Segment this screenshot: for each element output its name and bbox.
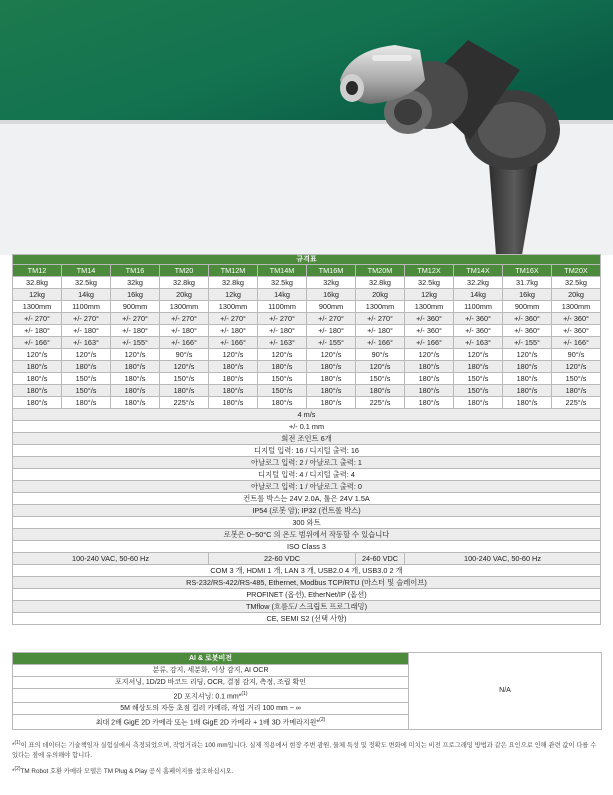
spec-cell: 225°/s xyxy=(356,397,405,409)
ai-row-5 xyxy=(13,715,409,729)
spec-common-cell: ISO Class 3 xyxy=(13,541,601,553)
model-name: TM20M xyxy=(356,265,405,277)
footnote-1 xyxy=(12,738,601,761)
spec-cell: +/- 270° xyxy=(356,313,405,325)
spec-cell: +/- 360° xyxy=(454,313,503,325)
model-name: TM20 xyxy=(160,265,209,277)
spec-cell: +/- 166° xyxy=(160,337,209,349)
spec-cell: 180°/s xyxy=(503,373,552,385)
spec-common-row xyxy=(13,541,601,553)
spec-cell: 180°/s xyxy=(356,385,405,397)
spec-cell: +/- 166° xyxy=(13,337,62,349)
spec-cell: +/- 180° xyxy=(307,325,356,337)
spec-common-cell: 회전 조인트 6개 xyxy=(13,433,601,445)
spec-cell: 90°/s xyxy=(160,349,209,361)
spec-cell: 90°/s xyxy=(356,349,405,361)
spec-cell: 180°/s xyxy=(209,385,258,397)
model-name: TM12 xyxy=(13,265,62,277)
spec-row xyxy=(13,385,601,397)
spec-common-row xyxy=(13,421,601,433)
spec-common-row xyxy=(13,481,601,493)
spec-cell: 32.8kg xyxy=(160,277,209,289)
spec-cell: 120°/s xyxy=(160,361,209,373)
spec-common-row xyxy=(13,529,601,541)
spec-cell: +/- 166° xyxy=(552,337,601,349)
spec-cell: 90°/s xyxy=(552,349,601,361)
spec-common-row xyxy=(13,565,601,577)
model-name: TM12M xyxy=(209,265,258,277)
model-name: TM14X xyxy=(454,265,503,277)
spec-cell: 20kg xyxy=(552,289,601,301)
spec-cell: +/- 360° xyxy=(405,313,454,325)
power-row xyxy=(13,553,601,565)
model-name: TM16M xyxy=(307,265,356,277)
ai-row-4: 5M 해상도의 자동 초점 컬러 카메라, 작업 거리 100 mm ~ ∞ xyxy=(13,703,409,715)
spec-cell: +/- 163° xyxy=(258,337,307,349)
spec-cell: 1100mm xyxy=(454,301,503,313)
spec-cell: 180°/s xyxy=(111,361,160,373)
ai-vision-table xyxy=(12,652,602,730)
spec-common-cell: 4 m/s xyxy=(13,409,601,421)
power-cell: 22-60 VDC xyxy=(209,553,356,565)
spec-common-cell: RS-232/RS-422/RS-485, Ethernet, Modbus TCP/RTU (마스터 및 슬레이브) xyxy=(13,577,601,589)
model-name: TM20X xyxy=(552,265,601,277)
spec-cell: 14kg xyxy=(62,289,111,301)
spec-cell: 180°/s xyxy=(209,373,258,385)
spec-common-cell: 300 와트 xyxy=(13,517,601,529)
spec-cell: +/- 270° xyxy=(307,313,356,325)
spec-cell: 180°/s xyxy=(258,361,307,373)
spec-cell: +/- 155° xyxy=(111,337,160,349)
spec-cell: 180°/s xyxy=(454,361,503,373)
spec-cell: 32.8kg xyxy=(209,277,258,289)
spec-cell: 900mm xyxy=(111,301,160,313)
spec-common-cell: 디지털 입력: 4 / 디지털 출력: 4 xyxy=(13,469,601,481)
spec-cell: 150°/s xyxy=(258,385,307,397)
spec-cell: +/- 166° xyxy=(209,337,258,349)
spec-cell: 180°/s xyxy=(405,361,454,373)
spec-cell: +/- 180° xyxy=(258,325,307,337)
spec-cell: 180°/s xyxy=(552,385,601,397)
spec-cell: +/- 270° xyxy=(13,313,62,325)
spec-cell: 150°/s xyxy=(356,373,405,385)
spec-cell: 180°/s xyxy=(13,385,62,397)
spec-cell: 150°/s xyxy=(552,373,601,385)
spec-cell: +/- 166° xyxy=(356,337,405,349)
spec-common-row xyxy=(13,409,601,421)
spec-cell: +/- 270° xyxy=(111,313,160,325)
model-name: TM16 xyxy=(111,265,160,277)
spec-cell: +/- 360° xyxy=(503,325,552,337)
spec-cell: 20kg xyxy=(160,289,209,301)
spec-cell: +/- 360° xyxy=(503,313,552,325)
spec-common-row xyxy=(13,469,601,481)
spec-common-cell: +/- 0.1 mm xyxy=(13,421,601,433)
spec-cell: +/- 360° xyxy=(552,325,601,337)
spec-common-cell: IP54 (로봇 암); IP32 (컨트롤 박스) xyxy=(13,505,601,517)
spec-cell: 32.8kg xyxy=(356,277,405,289)
spec-cell: 32.5kg xyxy=(405,277,454,289)
spec-cell: 16kg xyxy=(111,289,160,301)
spec-common-row xyxy=(13,601,601,613)
ai-vision-header: AI & 로봇비전 xyxy=(13,653,409,665)
spec-cell: 14kg xyxy=(454,289,503,301)
spec-cell: 180°/s xyxy=(503,397,552,409)
spec-cell: +/- 270° xyxy=(209,313,258,325)
spec-cell: 12kg xyxy=(13,289,62,301)
table-title: 규격표 xyxy=(13,255,601,265)
spec-cell: 32.5kg xyxy=(62,277,111,289)
spec-cell: 150°/s xyxy=(454,373,503,385)
spec-row xyxy=(13,349,601,361)
spec-cell: 1300mm xyxy=(552,301,601,313)
spec-cell: 180°/s xyxy=(13,361,62,373)
robot-arm-illustration xyxy=(0,0,613,255)
spec-cell: 20kg xyxy=(356,289,405,301)
footnote-2-text: TM Robot 호환 카메라 모델은 TM Plug & Play 공식 홈페이지를 참조하십시오. xyxy=(20,768,234,776)
spec-cell: 180°/s xyxy=(307,361,356,373)
spec-table xyxy=(12,254,601,625)
ai-row-3-text: 2D 포지셔닝: 0.1 mm* xyxy=(173,693,242,701)
power-cell: 100-240 VAC, 50-60 Hz xyxy=(405,553,601,565)
ai-row-1: 분류, 감지, 세분화, 이상 감지, AI OCR xyxy=(13,665,409,677)
spec-row xyxy=(13,289,601,301)
spec-cell: +/- 270° xyxy=(258,313,307,325)
spec-cell: 120°/s xyxy=(454,349,503,361)
spec-cell: 120°/s xyxy=(552,361,601,373)
spec-cell: 32.8kg xyxy=(13,277,62,289)
spec-common-row xyxy=(13,517,601,529)
spec-cell: 1100mm xyxy=(258,301,307,313)
spec-cell: 225°/s xyxy=(552,397,601,409)
spec-cell: 1300mm xyxy=(405,301,454,313)
spec-common-row xyxy=(13,433,601,445)
spec-cell: 16kg xyxy=(503,289,552,301)
footnote-1-sup: (1) xyxy=(14,740,21,746)
spec-cell: 1300mm xyxy=(356,301,405,313)
spec-common-row xyxy=(13,505,601,517)
spec-common-row xyxy=(13,577,601,589)
spec-cell: 180°/s xyxy=(13,373,62,385)
footnote-1-mark: * xyxy=(12,742,15,750)
spec-cell: +/- 163° xyxy=(62,337,111,349)
footnote-2 xyxy=(12,764,601,777)
footnote-ref-2: (2) xyxy=(319,717,326,724)
spec-cell: 120°/s xyxy=(111,349,160,361)
spec-cell: 1300mm xyxy=(209,301,258,313)
spec-common-row xyxy=(13,493,601,505)
spec-cell: 180°/s xyxy=(111,385,160,397)
spec-common-cell: PROFINET (옵션), EtherNet/IP (옵션) xyxy=(13,589,601,601)
model-name: TM12X xyxy=(405,265,454,277)
spec-cell: 180°/s xyxy=(160,385,209,397)
spec-common-cell: 디지털 입력: 16 / 디지털 출력: 16 xyxy=(13,445,601,457)
spec-cell: 32.2kg xyxy=(454,277,503,289)
spec-cell: +/- 270° xyxy=(160,313,209,325)
spec-cell: 180°/s xyxy=(13,397,62,409)
spec-row xyxy=(13,397,601,409)
spec-cell: 1100mm xyxy=(62,301,111,313)
spec-cell: 120°/s xyxy=(62,349,111,361)
spec-cell: +/- 180° xyxy=(356,325,405,337)
spec-cell: +/- 180° xyxy=(111,325,160,337)
spec-cell: 12kg xyxy=(209,289,258,301)
ai-row-3 xyxy=(13,689,409,703)
spec-cell: 180°/s xyxy=(111,397,160,409)
spec-cell: 32kg xyxy=(307,277,356,289)
spec-cell: 180°/s xyxy=(503,361,552,373)
spec-cell: 14kg xyxy=(258,289,307,301)
model-name: TM14M xyxy=(258,265,307,277)
ai-header-row xyxy=(13,653,602,665)
spec-cell: 180°/s xyxy=(209,361,258,373)
table-title-row xyxy=(13,255,601,265)
spec-cell: 150°/s xyxy=(62,373,111,385)
spec-row xyxy=(13,313,601,325)
spec-cell: 12kg xyxy=(405,289,454,301)
spec-cell: 120°/s xyxy=(405,349,454,361)
spec-common-row xyxy=(13,613,601,625)
spec-row xyxy=(13,361,601,373)
spec-row xyxy=(13,277,601,289)
spec-cell: 150°/s xyxy=(160,373,209,385)
spec-cell: 180°/s xyxy=(307,397,356,409)
spec-cell: 180°/s xyxy=(307,385,356,397)
not-available-cell: N/A xyxy=(409,653,602,730)
power-cell: 24-60 VDC xyxy=(356,553,405,565)
spec-cell: 180°/s xyxy=(454,397,503,409)
spec-common-cell: COM 3 개, HDMI 1 개, LAN 3 개, USB2.0 4 개, USB3.0 2 개 xyxy=(13,565,601,577)
model-name: TM16X xyxy=(503,265,552,277)
footnote-2-mark: * xyxy=(12,768,15,776)
ai-row-5-text: 최대 2배 GigE 2D 카메라 또는 1배 GigE 2D 카메라 + 1배 3D 카메라지원* xyxy=(95,719,320,727)
spec-cell: 180°/s xyxy=(503,385,552,397)
spec-cell: 180°/s xyxy=(62,361,111,373)
spec-row xyxy=(13,373,601,385)
spec-cell: 180°/s xyxy=(62,397,111,409)
spec-cell: 900mm xyxy=(307,301,356,313)
spec-cell: 120°/s xyxy=(13,349,62,361)
spec-cell: 225°/s xyxy=(160,397,209,409)
hero-image xyxy=(0,0,613,255)
spec-common-cell: CE, SEMI S2 (선택 사항) xyxy=(13,613,601,625)
spec-cell: 150°/s xyxy=(454,385,503,397)
spec-common-cell: 아날로그 입력: 2 / 아날로그 출력: 1 xyxy=(13,457,601,469)
spec-cell: 180°/s xyxy=(209,397,258,409)
ai-vision-section xyxy=(12,652,601,730)
spec-cell: +/- 155° xyxy=(503,337,552,349)
spec-row xyxy=(13,337,601,349)
spec-row xyxy=(13,301,601,313)
footnote-ref-1: (1) xyxy=(241,691,248,697)
footnote-1-text: 이 표의 데이터는 기술책임자 실험실에서 측정되었으며, 작업거리는 100 mm입니다. 실제 적용에서 현장 주변 광원, 물체 특성 및 정확도 변화에 미치는 비전 프로그래밍 방법과 같은 요인으로 인해 관련 값이 다를 수 있다는 점에 유의해야 합니다. xyxy=(12,742,597,760)
ai-row-2: 포지셔닝, 1D/2D 바코드 리딩, OCR, 결점 감지, 측정, 조립 확인 xyxy=(13,677,409,689)
spec-cell: +/- 155° xyxy=(307,337,356,349)
spec-cell: 120°/s xyxy=(503,349,552,361)
spec-common-cell: 로봇은 0~50°C 의 온도 범위에서 작동할 수 있습니다 xyxy=(13,529,601,541)
spec-cell: 32.5kg xyxy=(552,277,601,289)
spec-cell: 180°/s xyxy=(405,397,454,409)
spec-cell: +/- 163° xyxy=(454,337,503,349)
spec-cell: +/- 166° xyxy=(405,337,454,349)
model-header-row xyxy=(13,265,601,277)
spec-cell: +/- 270° xyxy=(62,313,111,325)
spec-cell: +/- 180° xyxy=(13,325,62,337)
spec-cell: 180°/s xyxy=(307,373,356,385)
spec-row xyxy=(13,325,601,337)
spec-cell: +/- 180° xyxy=(209,325,258,337)
spec-cell: 180°/s xyxy=(405,373,454,385)
spec-cell: +/- 180° xyxy=(160,325,209,337)
spec-cell: 1300mm xyxy=(13,301,62,313)
spec-cell: +/- 360° xyxy=(454,325,503,337)
model-name: TM14 xyxy=(62,265,111,277)
power-cell: 100-240 VAC, 50-60 Hz xyxy=(13,553,209,565)
spec-cell: 150°/s xyxy=(258,373,307,385)
spec-cell: +/- 180° xyxy=(62,325,111,337)
spec-common-row xyxy=(13,445,601,457)
spec-cell: 900mm xyxy=(503,301,552,313)
footnote-2-sup: (2) xyxy=(14,766,21,772)
spec-common-cell: TMflow (흐름도/ 스크립트 프로그래밍) xyxy=(13,601,601,613)
spec-cell: 120°/s xyxy=(307,349,356,361)
spec-cell: 180°/s xyxy=(111,373,160,385)
spec-cell: +/- 360° xyxy=(405,325,454,337)
spec-cell: 180°/s xyxy=(405,385,454,397)
spec-common-row xyxy=(13,457,601,469)
spec-cell: +/- 360° xyxy=(552,313,601,325)
spec-common-cell: 아날로그 입력: 1 / 아날로그 출력: 0 xyxy=(13,481,601,493)
spec-cell: 1300mm xyxy=(160,301,209,313)
spec-cell: 180°/s xyxy=(258,397,307,409)
spec-cell: 120°/s xyxy=(209,349,258,361)
spec-common-row xyxy=(13,589,601,601)
spec-cell: 150°/s xyxy=(62,385,111,397)
spec-common-cell: 컨트롤 박스는 24V 2.0A, 툴은 24V 1.5A xyxy=(13,493,601,505)
spec-cell: 32.5kg xyxy=(258,277,307,289)
spec-cell: 32kg xyxy=(111,277,160,289)
spec-table-container xyxy=(12,254,601,625)
spec-cell: 31.7kg xyxy=(503,277,552,289)
spec-cell: 16kg xyxy=(307,289,356,301)
spec-cell: 120°/s xyxy=(356,361,405,373)
spec-cell: 120°/s xyxy=(258,349,307,361)
